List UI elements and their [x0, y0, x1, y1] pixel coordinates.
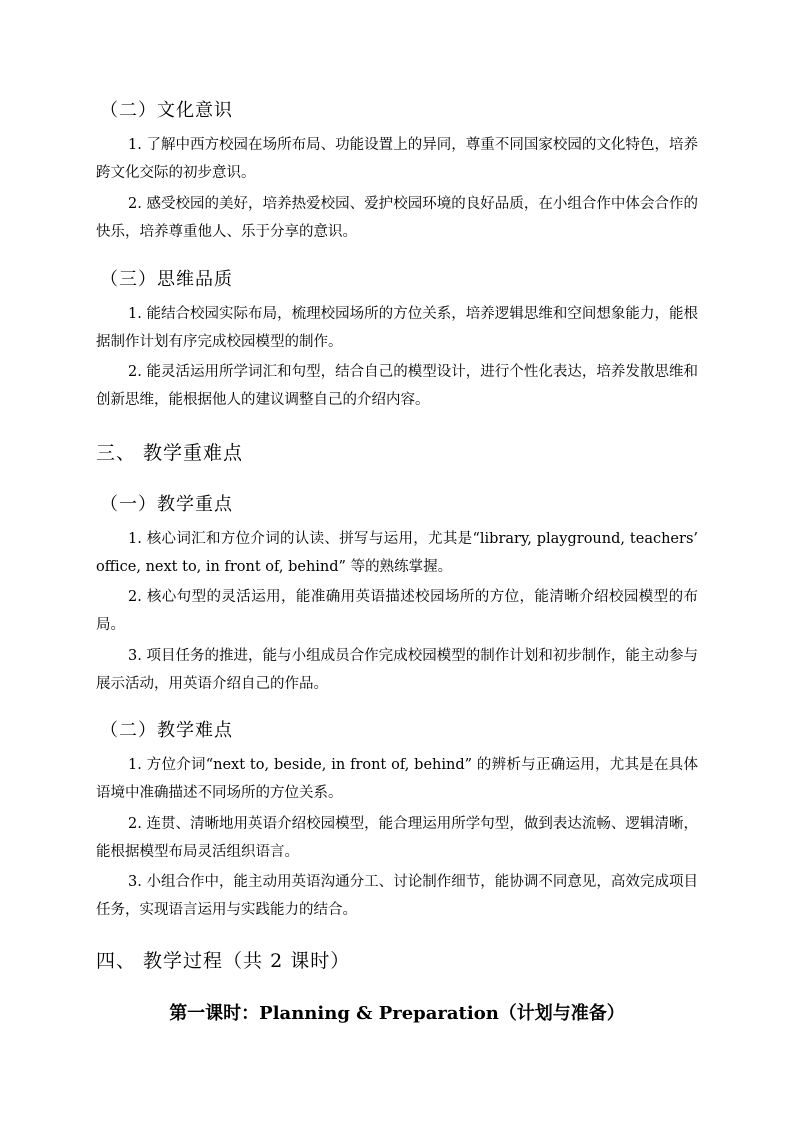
heading-teaching-process: 四、 教学过程（共 2 课时） [96, 950, 351, 972]
key-item-2: 2. 核心句型的灵活运用，能准确用英语描述校园场所的方位，能清晰介绍校园模型的布局。 [96, 589, 698, 633]
key-item-1: 1. 核心词汇和方位介词的认读、拼写与运用，尤其是“library, playground, teachers’ office, next to, in front of, behind” 等的熟练掌握。 [96, 531, 698, 575]
culture-item-1: 1. 了解中西方校园在场所布局、功能设置上的异同，尊重不同国家校园的文化特色，培养跨文化交际的初步意识。 [96, 137, 698, 181]
heading-difficult-points: （二）教学难点 [100, 720, 233, 741]
difficult-item-1: 1. 方位介词“next to, beside, in front of, behind” 的辨析与正确运用，尤其是在具体语境中准确描述不同场所的方位关系。 [96, 757, 698, 801]
culture-item-2: 2. 感受校园的美好，培养热爱校园、爱护校园环境的良好品质，在小组合作中体会合作的快乐，培养尊重他人、乐于分享的意识。 [96, 196, 698, 240]
thinking-item-2: 2. 能灵活运用所学词汇和句型，结合自己的模型设计，进行个性化表达，培养发散思维和创新思维，能根据他人的建议调整自己的介绍内容。 [96, 364, 698, 408]
key-item-3: 3. 项目任务的推进，能与小组成员合作完成校园模型的制作计划和初步制作，能主动参与展示活动，用英语介绍自己的作品。 [96, 648, 698, 692]
difficult-item-3: 3. 小组合作中，能主动用英语沟通分工、讨论制作细节，能协调不同意见，高效完成项目任务，实现语言运用与实践能力的结合。 [96, 874, 698, 918]
heading-thinking-quality: （三）思维品质 [100, 269, 233, 290]
heading-key-difficult-points: 三、 教学重难点 [96, 442, 244, 464]
heading-key-points: （一）教学重点 [100, 494, 233, 515]
lesson-1-title: 第一课时：Planning & Preparation（计划与准备） [169, 1003, 625, 1024]
heading-culture-awareness: （二）文化意识 [100, 100, 233, 121]
thinking-item-1: 1. 能结合校园实际布局，梳理校园场所的方位关系，培养逻辑思维和空间想象能力，能根据制作计划有序完成校园模型的制作。 [96, 306, 698, 350]
difficult-item-2: 2. 连贯、清晰地用英语介绍校园模型，能合理运用所学句型，做到表达流畅、逻辑清晰，能根据模型布局灵活组织语言。 [96, 816, 698, 860]
